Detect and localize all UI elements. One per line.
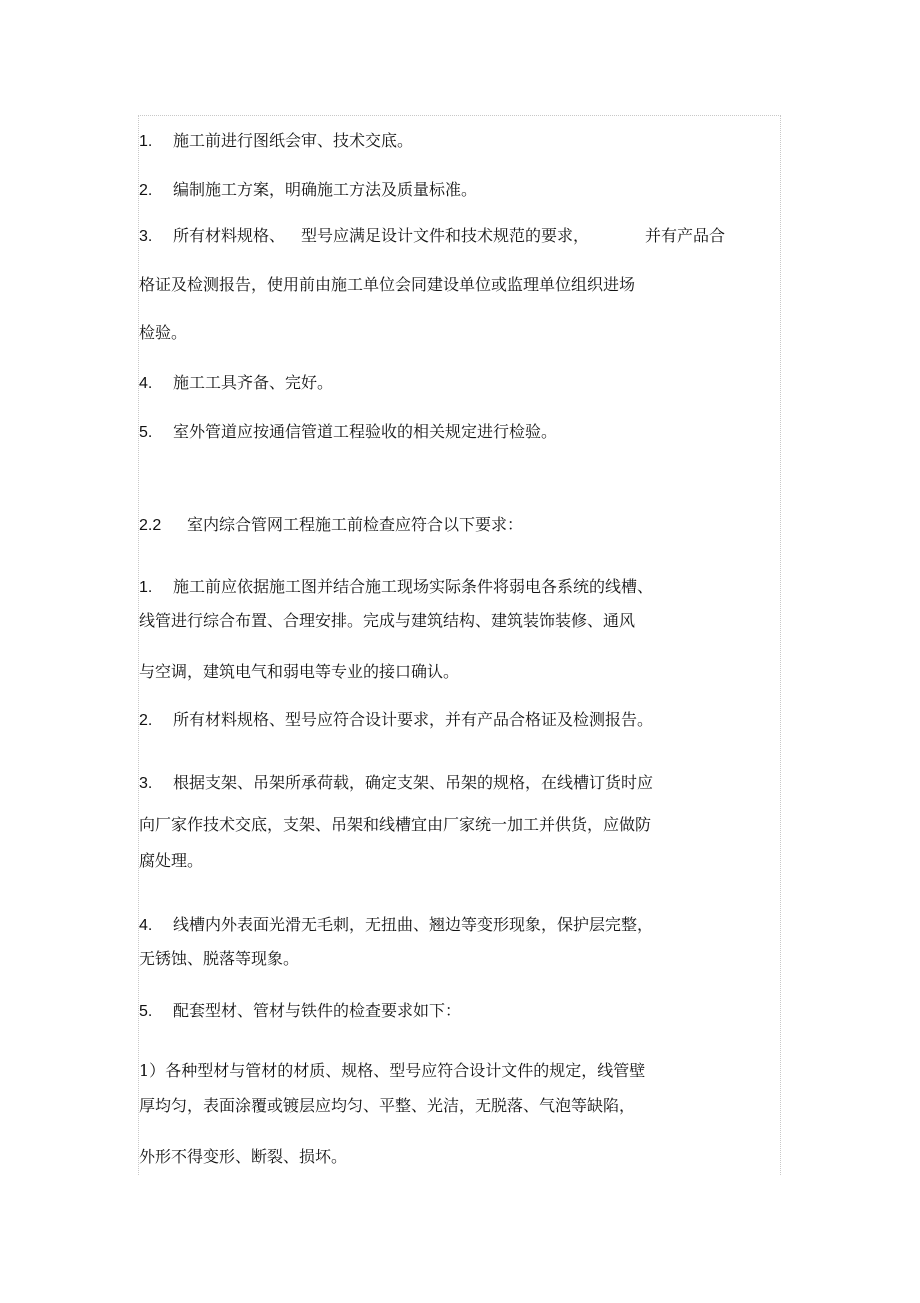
item-number: 4. [139, 375, 153, 392]
item-number: 1. [139, 579, 153, 596]
item-text: 所有材料规格、 [173, 226, 286, 245]
section-heading [139, 515, 523, 536]
sub-item-number: 1） [139, 1061, 166, 1080]
list-item [139, 1001, 461, 1022]
item-number: 4. [139, 917, 153, 934]
list-item [139, 915, 653, 936]
list-item [139, 710, 653, 731]
item-text: 编制施工方案，明确施工方法及质量标准。 [173, 180, 478, 199]
list-item [139, 131, 413, 152]
item-text: 并有产品合 [645, 226, 726, 245]
section-title: 室内综合管网工程施工前检查应符合以下要求： [187, 515, 524, 534]
item-text: 无锈蚀、脱落等现象。 [139, 949, 300, 968]
item-number: 5. [139, 424, 153, 441]
item-number: 3. [139, 775, 153, 792]
item-number: 3. [139, 228, 153, 245]
list-item [139, 577, 653, 598]
item-text: 根据支架、吊架所承荷载，确定支架、吊架的规格，在线槽订货时应 [173, 773, 654, 792]
item-text: 与空调，建筑电气和弱电等专业的接口确认。 [139, 662, 460, 681]
item-text: 检验。 [139, 323, 188, 342]
item-text: 室外管道应按通信管道工程验收的相关规定进行检验。 [173, 422, 558, 441]
item-number: 2. [139, 182, 153, 199]
item-text: 线管进行综合布置、合理安排。完成与建筑结构、建筑装饰装修、通风 [139, 611, 636, 630]
item-number: 5. [139, 1003, 153, 1020]
list-item [139, 773, 653, 794]
item-number: 2. [139, 712, 153, 729]
list-item [139, 226, 725, 247]
item-text: 外形不得变形、断裂、损坏。 [139, 1147, 348, 1166]
item-text: 各种型材与管材的材质、规格、型号应符合设计文件的规定，线管壁 [165, 1061, 646, 1080]
item-text: 腐处理。 [139, 851, 204, 870]
item-text: 所有材料规格、型号应符合设计要求，并有产品合格证及检测报告。 [173, 710, 654, 729]
item-text: 格证及检测报告，使用前由施工单位会同建设单位或监理单位组织进场 [139, 275, 636, 294]
list-item [139, 373, 333, 394]
item-text: 施工前进行图纸会审、技术交底。 [173, 131, 414, 150]
list-item [139, 422, 557, 443]
item-text: 配套型材、管材与铁件的检查要求如下： [173, 1001, 462, 1020]
section-number: 2.2 [139, 517, 162, 534]
item-text: 型号应满足设计文件和技术规范的要求， [301, 226, 590, 245]
list-item [139, 180, 477, 201]
item-text: 施工前应依据施工图并结合施工现场实际条件将弱电各系统的线槽、 [173, 577, 654, 596]
item-number: 1. [139, 133, 153, 150]
item-text: 线槽内外表面光滑无毛刺，无扭曲、翘边等变形现象，保护层完整， [173, 915, 654, 934]
sub-list-item [139, 1061, 645, 1081]
item-text: 向厂家作技术交底，支架、吊架和线槽宜由厂家统一加工并供货，应做防 [139, 815, 652, 834]
item-text: 施工工具齐备、完好。 [173, 373, 334, 392]
item-text: 厚均匀，表面涂覆或镀层应均匀、平整、光洁，无脱落、气泡等缺陷， [139, 1096, 636, 1115]
